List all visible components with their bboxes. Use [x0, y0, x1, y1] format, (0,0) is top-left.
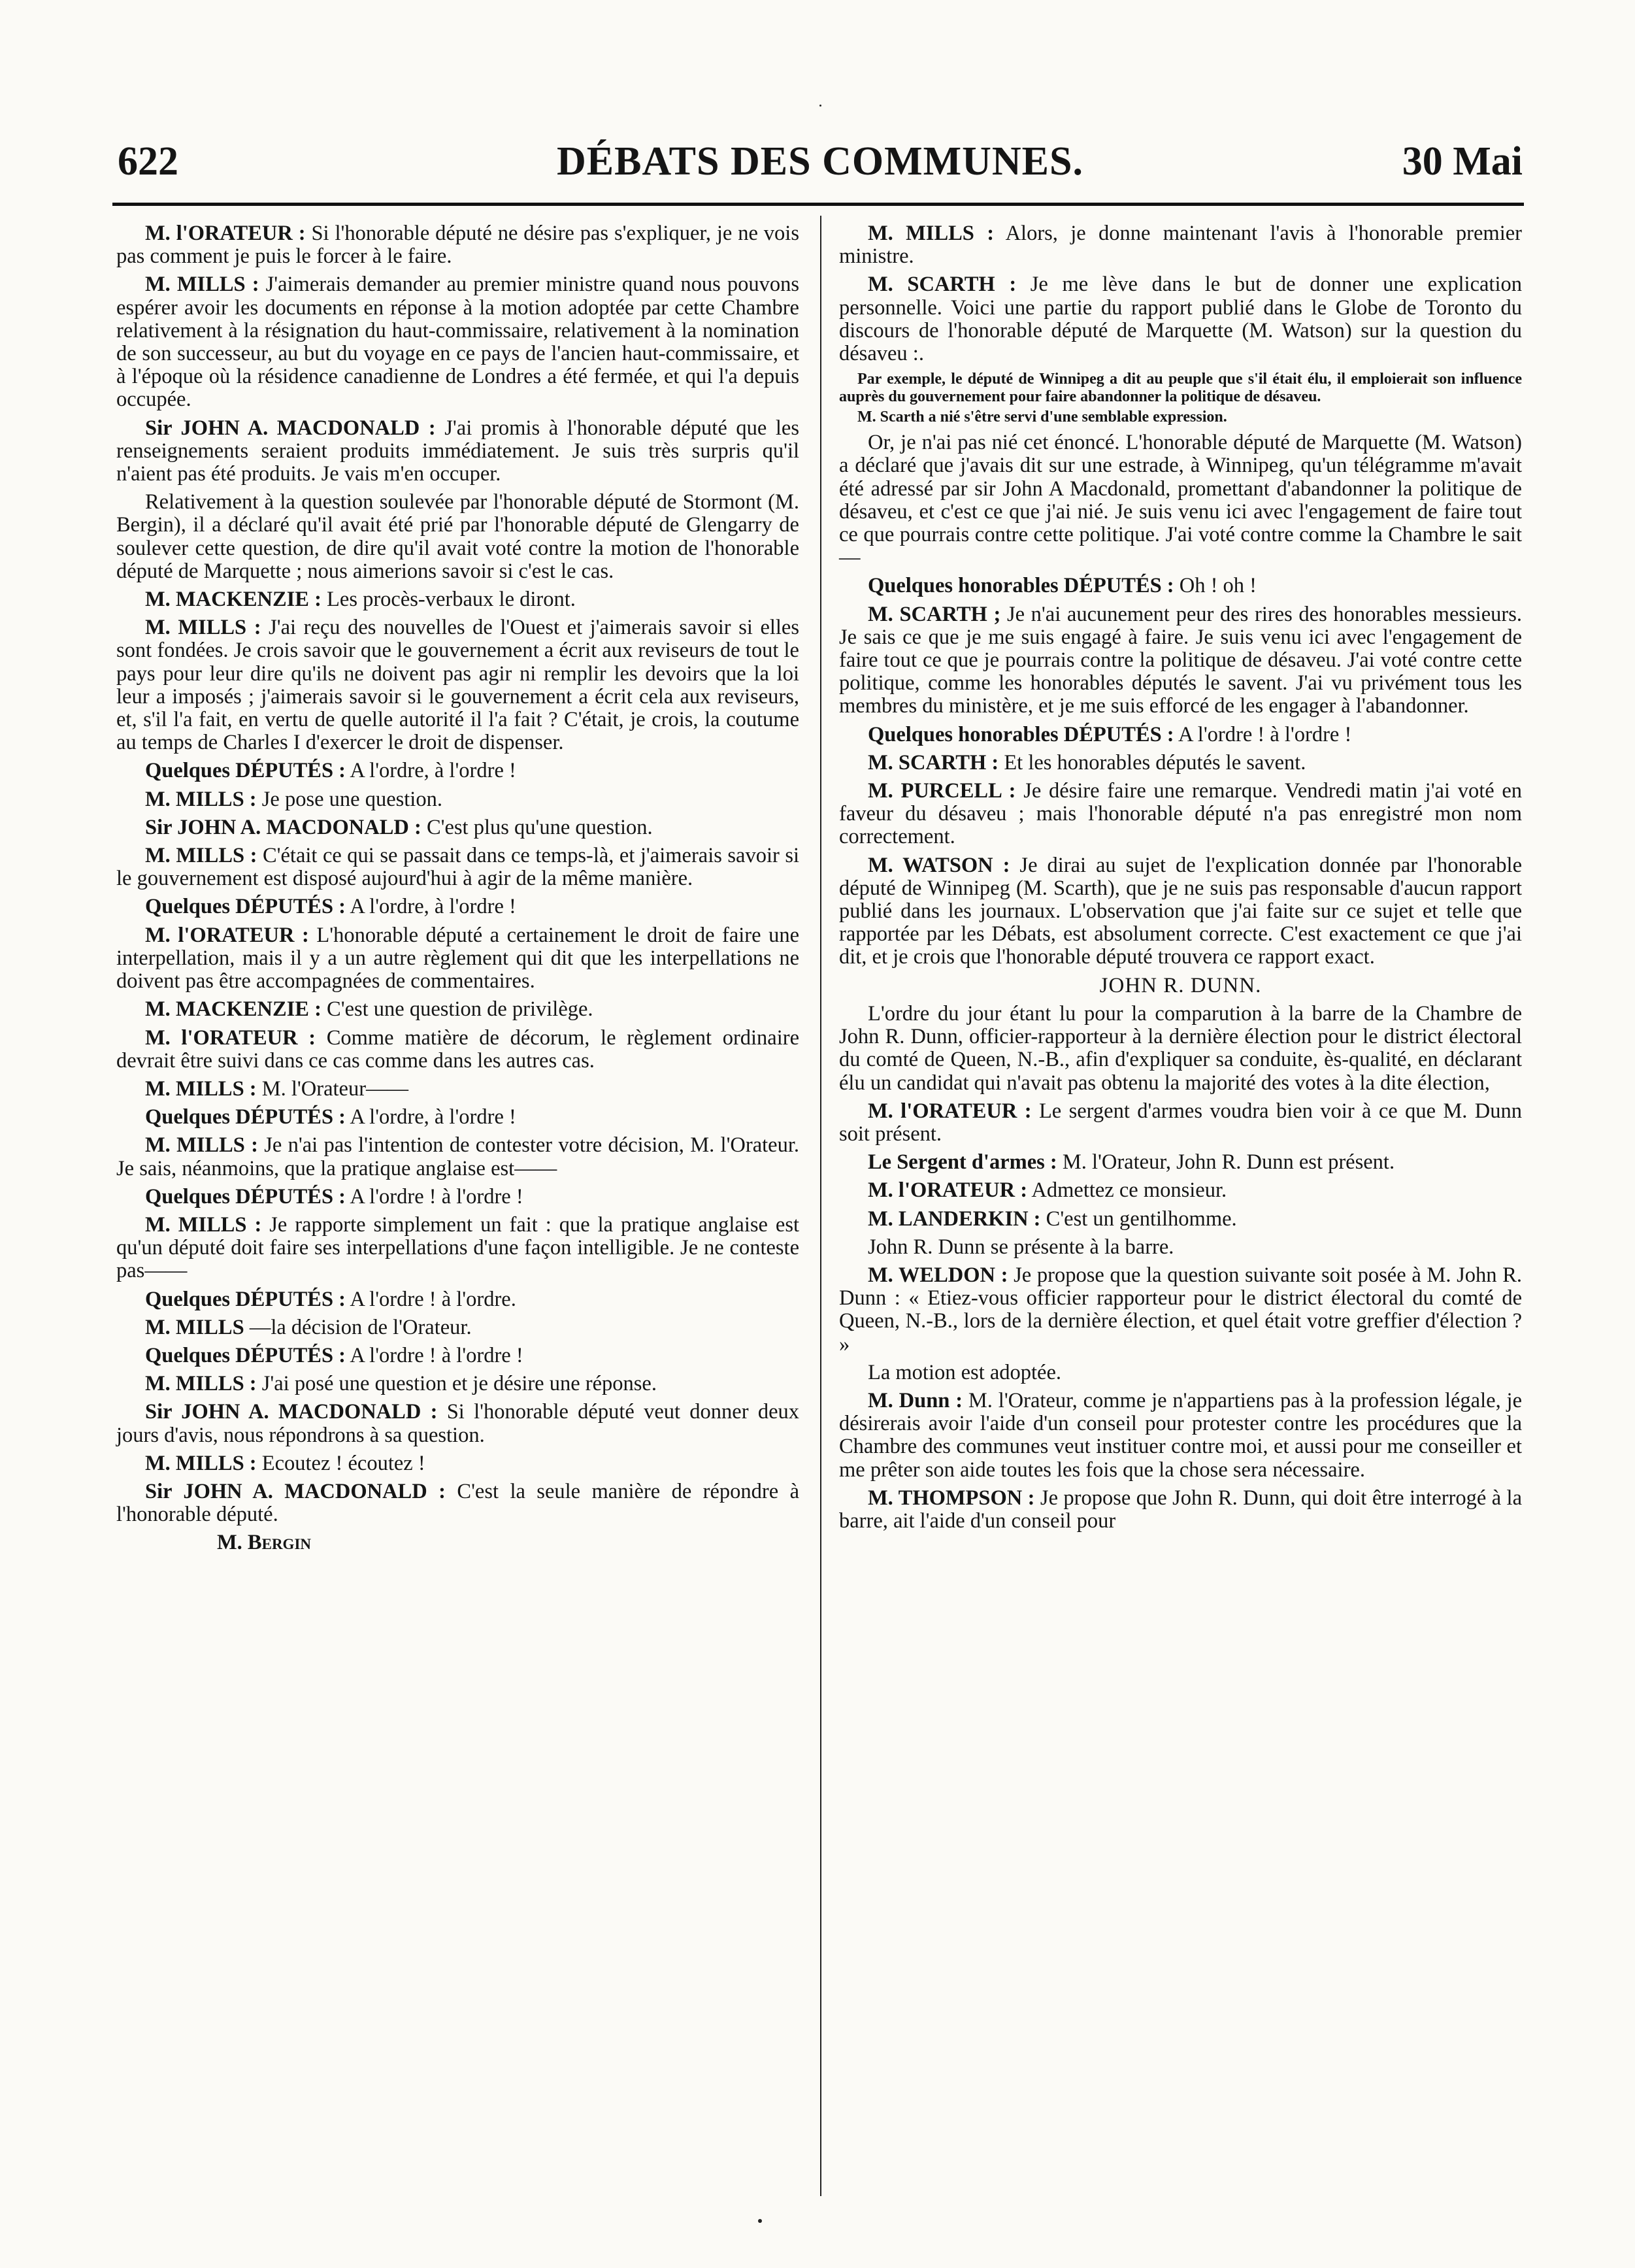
speech-text: Oh ! oh !	[1179, 574, 1257, 598]
debate-paragraph	[839, 1179, 1522, 1202]
speaker-name: Quelques DÉPUTÉS :	[145, 895, 346, 919]
speaker-name: M. MILLS :	[145, 1372, 257, 1396]
speaker-name: Quelques DÉPUTÉS :	[145, 1343, 346, 1367]
speech-text: J'ai promis à l'honorable député que les renseignements seraient produits immédiatement. Je suis très surpris qu'il n'aient pas été produits. Je vais m'en occuper.	[116, 416, 799, 486]
speaker-name: Quelques DÉPUTÉS :	[145, 1105, 346, 1129]
speaker-name: M. MILLS :	[145, 616, 261, 640]
speech-text: C'est la seule manière de répondre à l'honorable député.	[116, 1479, 799, 1527]
speech-text: Le sergent d'armes voudra bien voir à ce que M. Dunn soit présent.	[839, 1099, 1523, 1146]
debate-paragraph	[839, 1236, 1522, 1259]
speech-text: A l'ordre, à l'ordre !	[350, 895, 516, 919]
speaker-name: M. SCARTH :	[868, 750, 999, 775]
speaker-name: M. MACKENZIE :	[145, 588, 322, 612]
speech-text: C'est plus qu'une question.	[426, 815, 653, 839]
speech-text: Je désire faire une remarque. Vendredi matin j'ai voté en faveur du désaveu ; mais l'honorable député n'a pas enregistré mon nom correctement.	[839, 779, 1523, 849]
debate-paragraph	[116, 1373, 799, 1395]
debate-paragraph	[116, 759, 799, 782]
speaker-name: M. MACKENZIE :	[145, 997, 322, 1022]
speech-text: —la décision de l'Orateur.	[249, 1315, 472, 1339]
speech-text: J'aimerais demander au premier ministre quand nous pouvons espérer avoir les documents en réponse à la motion adoptée par cette Chambre relativement à la résignation du haut-commissaire, relativement à la nomination de son successeur, au but du voyage en ce pays de l'ancien haut-commissaire, et à l'époque où la résidence canadienne de Londres a été fermée, et qui l'a depuis occupée.	[116, 273, 800, 412]
print-speck	[758, 2219, 762, 2223]
section-heading: JOHN R. DUNN.	[1099, 973, 1262, 997]
debate-paragraph	[116, 1316, 799, 1339]
debate-paragraph	[839, 273, 1522, 365]
debate-paragraph	[116, 998, 799, 1021]
speaker-name: M. MILLS :	[145, 1451, 257, 1475]
debate-paragraph	[839, 603, 1522, 718]
debate-paragraph	[116, 924, 799, 993]
speaker-name: M. l'ORATEUR :	[145, 222, 306, 245]
speaker-name: M. MILLS :	[868, 222, 995, 245]
debate-paragraph	[116, 1078, 799, 1101]
speaker-name: M. WELDON :	[868, 1263, 1008, 1287]
speaker-name: M. MILLS :	[145, 844, 257, 868]
speech-text: Comme matière de décorum, le règlement ordinaire devrait être suivi dans ce cas comme dans les autres cas.	[116, 1026, 800, 1073]
speech-text: Je propose que John R. Dunn, qui doit être interrogé à la barre, ait l'aide d'un conseil pour	[839, 1486, 1523, 1533]
column-divider	[820, 216, 821, 2196]
speaker-name: M. l'ORATEUR :	[145, 923, 309, 947]
debate-paragraph	[116, 1480, 799, 1526]
debate-paragraph	[116, 788, 799, 811]
speaker-name: M. PURCELL :	[868, 779, 1016, 803]
right-column-block-c	[839, 1003, 1522, 1533]
speech-text: Alors, je donne maintenant l'avis à l'honorable premier ministre.	[839, 222, 1522, 269]
page-date: 30 Mai	[1402, 139, 1523, 184]
debate-paragraph	[839, 1264, 1522, 1356]
speaker-name: M. MILLS	[145, 1315, 244, 1339]
speaker-name: M. MILLS :	[145, 1076, 257, 1101]
debate-paragraph	[839, 1003, 1522, 1095]
speech-text: Or, je n'ai pas nié cet énoncé. L'honorable député de Marquette (M. Watson) a déclaré que j'avais dit sur une estrade, à Winnipeg, qu'un télégramme m'avait été adressé par sir John A Macdonald, promettant d'abandonner la politique de désaveu, et c'est ce que j'ai nié. Je suis venu ici avec l'engagement de faire tout ce que pourrais contre cette politique. J'ai voté contre comme la Chambre le sait —	[839, 431, 1522, 570]
debate-paragraph	[116, 1288, 799, 1311]
speaker-name: Quelques DÉPUTÉS :	[145, 1184, 346, 1209]
debate-paragraph	[839, 1487, 1522, 1533]
speech-text: C'était ce qui se passait dans ce temps-là, et j'aimerais savoir si le gouvernement est disposé aujourd'hui à agir de la même manière.	[116, 844, 800, 891]
debate-paragraph	[116, 1186, 799, 1209]
speaker-name: M. MILLS :	[145, 787, 257, 811]
debate-paragraph	[116, 1027, 799, 1073]
speech-text: Ecoutez ! écoutez !	[261, 1451, 425, 1475]
speaker-name: Sir JOHN A. MACDONALD :	[145, 1400, 438, 1424]
speech-text: L'ordre du jour étant lu pour la comparution à la barre de la Chambre de John R. Dunn, officier-rapporteur à la dernière élection pour le district électoral du comté de Queen, N.-B., afin d'expliquer sa conduite, ès-qualité, en déclarant élu un candidat qui n'avait pas obtenu la majorité des votes à la dite élection,	[839, 1001, 1522, 1095]
debate-paragraph	[839, 222, 1522, 268]
right-column-block-b	[839, 431, 1522, 969]
speech-text: A l'ordre ! à l'ordre !	[350, 1343, 523, 1367]
speech-text: Admettez ce monsieur.	[1031, 1178, 1227, 1203]
speech-text: A l'ordre ! à l'ordre !	[1178, 722, 1352, 746]
speaker-name: M. SCARTH :	[868, 273, 1017, 297]
trailing-speaker: M. Bergin	[217, 1531, 312, 1555]
debate-paragraph	[116, 1401, 799, 1446]
debate-paragraph	[116, 417, 799, 486]
speaker-name: M. l'ORATEUR :	[868, 1099, 1032, 1123]
speaker-name: Quelques DÉPUTÉS :	[145, 1287, 346, 1311]
speaker-name: Quelques DÉPUTÉS :	[145, 759, 346, 783]
left-column	[116, 222, 799, 1560]
newspaper-quote	[839, 371, 1522, 426]
publication-title: DÉBATS DES COMMUNES.	[556, 139, 1084, 184]
speaker-name: M. l'ORATEUR :	[868, 1178, 1028, 1203]
speech-text: C'est une question de privilège.	[327, 997, 593, 1022]
speech-text: Si l'honorable député veut donner deux jours d'avis, nous répondrons à sa question.	[116, 1400, 800, 1447]
debate-paragraph	[116, 1106, 799, 1129]
speaker-name: Quelques honorables DÉPUTÉS :	[868, 574, 1174, 598]
debate-paragraph	[839, 780, 1522, 849]
speaker-name: Sir JOHN A. MACDONALD :	[145, 416, 436, 440]
debate-paragraph	[839, 1208, 1522, 1231]
speaker-name: Sir JOHN A. MACDONALD :	[145, 1479, 446, 1503]
debate-paragraph	[839, 854, 1522, 969]
debate-paragraph	[839, 575, 1522, 597]
speech-text: Si l'honorable député ne désire pas s'expliquer, je ne vois pas comment je puis le forcer à le faire.	[116, 222, 799, 269]
print-speck	[819, 105, 821, 107]
debate-paragraph	[839, 431, 1522, 569]
speech-text: C'est un gentilhomme.	[1046, 1207, 1237, 1231]
speaker-name: M. LANDERKIN :	[868, 1207, 1041, 1231]
speech-text: M. l'Orateur——	[261, 1076, 409, 1101]
debate-paragraph	[116, 1214, 799, 1283]
speech-text: La motion est adoptée.	[868, 1360, 1062, 1384]
debate-paragraph	[116, 616, 799, 754]
speaker-name: M. MILLS :	[145, 1212, 262, 1237]
speaker-name: Quelques honorables DÉPUTÉS :	[868, 722, 1174, 746]
speech-text: M. l'Orateur, comme je n'appartiens pas à la profession légale, je désirerais avoir l'aide d'un conseil pour protester contre les procédures que la Chambre des communes veut instituer contre moi, et aussi pour me conseiller et me prêter son aide toutes les fois que la chose sera nécessaire.	[839, 1388, 1523, 1482]
debate-paragraph	[839, 1151, 1522, 1174]
speech-text: Je n'ai aucunement peur des rires des honorables messieurs. Je sais ce que je me suis engagé à faire. Je suis venu ici avec l'engagement de faire tout ce que je pourrais contre la politique de désaveu. J'ai voté contre cette politique, comme les honorables députés le savent. J'ai vu privément tous les membres du ministère, et je me suis efforcé de les engager à l'abandonner.	[839, 602, 1522, 718]
speech-text: Je pose une question.	[261, 787, 442, 811]
speaker-name: M. MILLS :	[145, 1133, 258, 1158]
speaker-name: Sir JOHN A. MACDONALD :	[145, 815, 421, 839]
quote-paragraph: M. Scarth a nié s'être servi d'une semblable expression.	[857, 409, 1227, 426]
speech-text: A l'ordre ! à l'ordre !	[350, 1184, 523, 1209]
debate-paragraph	[839, 1361, 1522, 1384]
debate-paragraph	[116, 588, 799, 611]
debate-paragraph	[116, 895, 799, 918]
debate-paragraph	[116, 222, 799, 268]
speech-text: L'honorable député a certainement le droit de faire une interpellation, mais il y a un autre règlement qui dit que les interpellations ne doivent pas être accompagnées de commentaires.	[116, 923, 799, 993]
debate-paragraph	[839, 752, 1522, 775]
debate-paragraph	[116, 1452, 799, 1475]
speaker-name: M. MILLS :	[145, 273, 259, 297]
speech-text: J'ai reçu des nouvelles de l'Ouest et j'aimerais savoir si elles sont fondées. Je crois savoir que le gouvernement a écrit aux reviseurs de tout le pays pour leur dire qu'ils ne doivent pas agir ni remplir les devoirs que la loi leur a imposés ; j'aimerais savoir si le gouvernement a écrit cela aux reviseurs, et, s'il l'a fait, en vertu de quelle autorité il l'a fait ? C'était, je crois, la coutume au temps de Charles I d'exercer le droit de dispenser.	[116, 616, 800, 755]
speech-text: Je n'ai pas l'intention de contester votre décision, M. l'Orateur. Je sais, néanmoins, que la pratique anglaise est——	[116, 1133, 799, 1180]
speaker-name: M. SCARTH ;	[868, 602, 1001, 626]
speech-text: A l'ordre, à l'ordre !	[350, 1105, 516, 1129]
debate-paragraph	[116, 273, 799, 411]
header-rule	[112, 203, 1524, 206]
page-number: 622	[118, 139, 178, 184]
speech-text: M. l'Orateur, John R. Dunn est présent.	[1062, 1150, 1395, 1175]
debate-paragraph	[116, 844, 799, 890]
speech-text: Je rapporte simplement un fait : que la pratique anglaise est qu'un député doit faire ses interpellations d'une façon intelligible. Je ne conteste pas——	[116, 1212, 800, 1283]
running-header	[118, 139, 1523, 184]
speaker-name: M. THOMPSON :	[868, 1486, 1035, 1510]
speech-text: A l'ordre, à l'ordre !	[350, 759, 516, 783]
debate-paragraph	[116, 1134, 799, 1180]
debate-paragraph	[116, 816, 799, 839]
speech-text: Et les honorables députés le savent.	[1004, 750, 1306, 775]
debate-paragraph	[116, 1344, 799, 1367]
speech-text: J'ai posé une question et je désire une réponse.	[261, 1372, 657, 1396]
speech-text: Relativement à la question soulevée par l'honorable député de Stormont (M. Bergin), il a déclaré qu'il avait été prié par l'honorable député de Glengarry de soulever cette question, de dire qu'il avait voté contre la motion de l'honorable député de Marquette ; nous aimerions savoir si c'est le cas.	[116, 490, 799, 583]
right-column	[839, 222, 1522, 1538]
quote-paragraph: Par exemple, le député de Winnipeg a dit au peuple que s'il était élu, il emploierait son influence auprès du gouvernement pour faire abandonner la politique de désaveu.	[839, 371, 1522, 406]
speech-text: A l'ordre ! à l'ordre.	[350, 1287, 516, 1311]
debate-paragraph	[116, 491, 799, 583]
speech-text: Les procès-verbaux le diront.	[327, 588, 576, 612]
debate-paragraph	[839, 1390, 1522, 1482]
speaker-name: Le Sergent d'armes :	[868, 1150, 1057, 1175]
speaker-name: M. WATSON :	[868, 853, 1010, 877]
speech-text: Je dirai au sujet de l'explication donnée par l'honorable député de Winnipeg (M. Scarth), que je ne suis pas responsable d'aucun rapport publié dans les journaux. L'observation que j'ai faite sur ce sujet et telle que rapportée par les Débats, est absolument correcte. C'est exactement ce que j'ai dit, et je crois que l'honorable député trouvera ce rapport exact.	[839, 853, 1523, 969]
debate-paragraph	[839, 1100, 1522, 1146]
right-column-block-a	[839, 222, 1522, 365]
debate-paragraph	[839, 724, 1522, 746]
speech-text: John R. Dunn se présente à la barre.	[868, 1235, 1174, 1259]
speaker-name: M. l'ORATEUR :	[145, 1026, 316, 1050]
speech-text: Je propose que la question suivante soit posée à M. John R. Dunn : « Etiez-vous officier rapporteur pour le district électoral du comté de Queen, N.-B., lors de la dernière élection, et quel était votre greffier d'élection ? »	[839, 1263, 1522, 1356]
speaker-name: M. Dunn :	[868, 1388, 963, 1412]
speech-text: Je me lève dans le but de donner une explication personnelle. Voici une partie du rapport publié dans le Globe de Toronto du discours de l'honorable député de Marquette (M. Watson) sur la question du désaveu :.	[839, 273, 1522, 366]
